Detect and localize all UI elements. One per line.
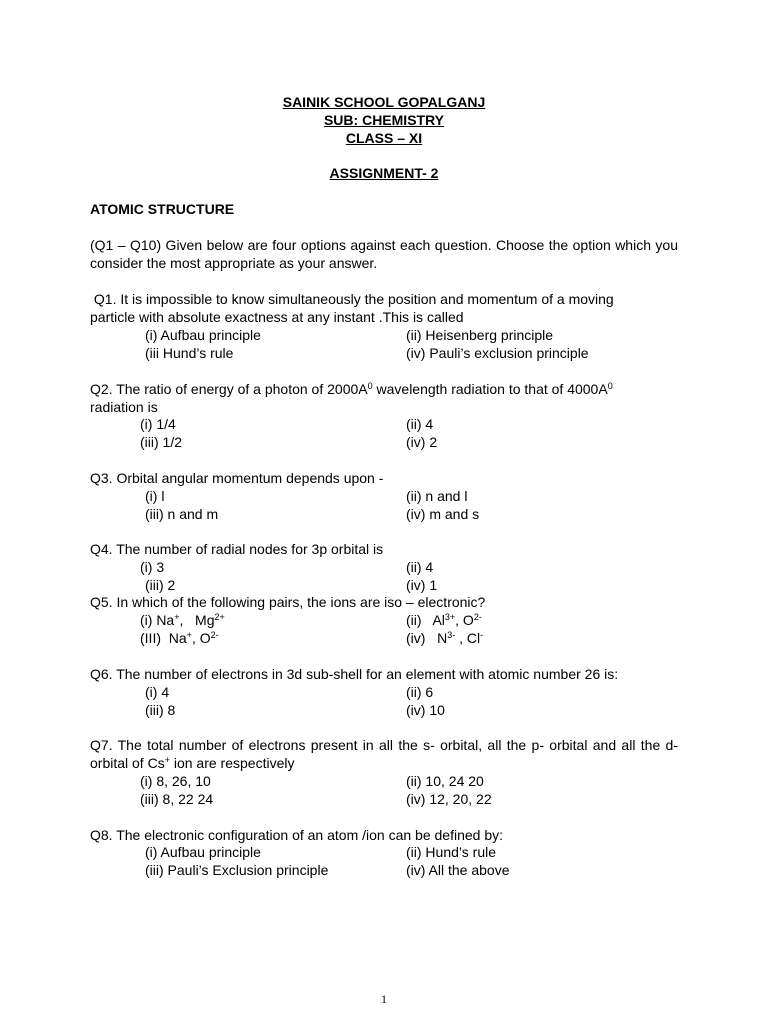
question-2-line1: Q2. The ratio of energy of a photon of $2000A^0$ wavelength radiation to that of $4000A^0$ xyxy=(90,381,613,397)
q6-option-i: (i) 4 xyxy=(145,684,170,700)
q5-option-iv: (iv) $N^{3-}$ , Cl- xyxy=(406,630,484,646)
q3-option-ii: (ii) n and l xyxy=(406,488,468,504)
q8-option-ii: (ii) Hund’s rule xyxy=(406,844,496,860)
q3-option-iv: (iv) m and s xyxy=(406,506,480,522)
q2-option-i: (i) 1/4 xyxy=(140,416,176,432)
q8-option-i: (i) Aufbau principle xyxy=(145,844,261,860)
question-7: Q7. The total number of electrons present in all the s- orbital, all the p- orbital and all the d- orbital of Cs+ ion are respectively xyxy=(90,737,678,771)
q4-option-i: (i) 3 xyxy=(140,559,165,575)
question-1-line1: Q1. It is impossible to know simultaneously the position and momentum of a moving xyxy=(90,291,614,307)
school-name: SAINIK SCHOOL GOPALGANJ xyxy=(282,94,486,110)
q2-option-iv: (iv) 2 xyxy=(406,434,438,450)
q4-option-iv: (iv) 1 xyxy=(406,577,438,593)
q5-option-ii: (ii) $Al^{3+}$, $O^{2-}$ xyxy=(406,612,482,628)
q7-option-i: (i) 8, 26, 10 xyxy=(140,773,211,789)
q2-option-iii: (iii) 1/2 xyxy=(140,434,183,450)
q1-option-i: (i) Aufbau principle xyxy=(145,327,261,343)
section-title: ATOMIC STRUCTURE xyxy=(90,201,235,217)
q1-option-iv: (iv) Pauli’s exclusion principle xyxy=(406,345,589,361)
q7-option-iii: (iii) 8, 22 24 xyxy=(140,791,214,807)
question-3: Q3. Orbital angular momentum depends upon - xyxy=(90,470,384,486)
q7-option-iv: (iv) 12, 20, 22 xyxy=(406,791,492,807)
q5-option-iii: (III) Na+, $O^{2-}$ xyxy=(140,630,219,646)
q2-option-ii: (ii) 4 xyxy=(406,416,434,432)
question-2 xyxy=(90,380,690,416)
q3-option-i: (i) l xyxy=(145,488,165,504)
q1-option-iii: (iii Hund’s rule xyxy=(145,345,234,361)
question-1 xyxy=(90,290,690,326)
question-1-line2: particle with absolute exactness at any instant .This is called xyxy=(90,309,464,325)
question-8: Q8. The electronic configuration of an atom /ion can be defined by: xyxy=(90,827,503,843)
assignment-title: ASSIGNMENT- 2 xyxy=(329,165,439,181)
q7-option-ii: (ii) 10, 24 20 xyxy=(406,773,484,789)
question-6: Q6. The number of electrons in 3d sub-shell for an element with atomic number 26 is: xyxy=(90,666,619,682)
question-2-line2: radiation is xyxy=(90,399,158,415)
q6-option-iv: (iv) 10 xyxy=(406,702,445,718)
q8-option-iii: (iii) Pauli’s Exclusion principle xyxy=(145,862,329,878)
question-4: Q4. The number of radial nodes for 3p orbital is xyxy=(90,541,384,557)
instructions: (Q1 – Q10) Given below are four options against each question. Choose the option which you consider the most appropriate as your answer. xyxy=(90,237,678,271)
q6-option-iii: (iii) 8 xyxy=(145,702,176,718)
q3-option-iii: (iii) n and m xyxy=(145,506,219,522)
q6-option-ii: (ii) 6 xyxy=(406,684,434,700)
q5-option-i: (i) Na+, $Mg^{2+}$ xyxy=(140,612,225,628)
q1-option-ii: (ii) Heisenberg principle xyxy=(406,327,554,343)
page-number: 1 xyxy=(381,992,387,1006)
q4-option-iii: (iii) 2 xyxy=(145,577,176,593)
q4-option-ii: (ii) 4 xyxy=(406,559,434,575)
class-title: CLASS – XI xyxy=(345,130,423,146)
q8-option-iv: (iv) All the above xyxy=(406,862,510,878)
question-5: Q5. In which of the following pairs, the ions are iso – electronic? xyxy=(90,594,486,610)
subject-title: SUB: CHEMISTRY xyxy=(323,112,445,128)
